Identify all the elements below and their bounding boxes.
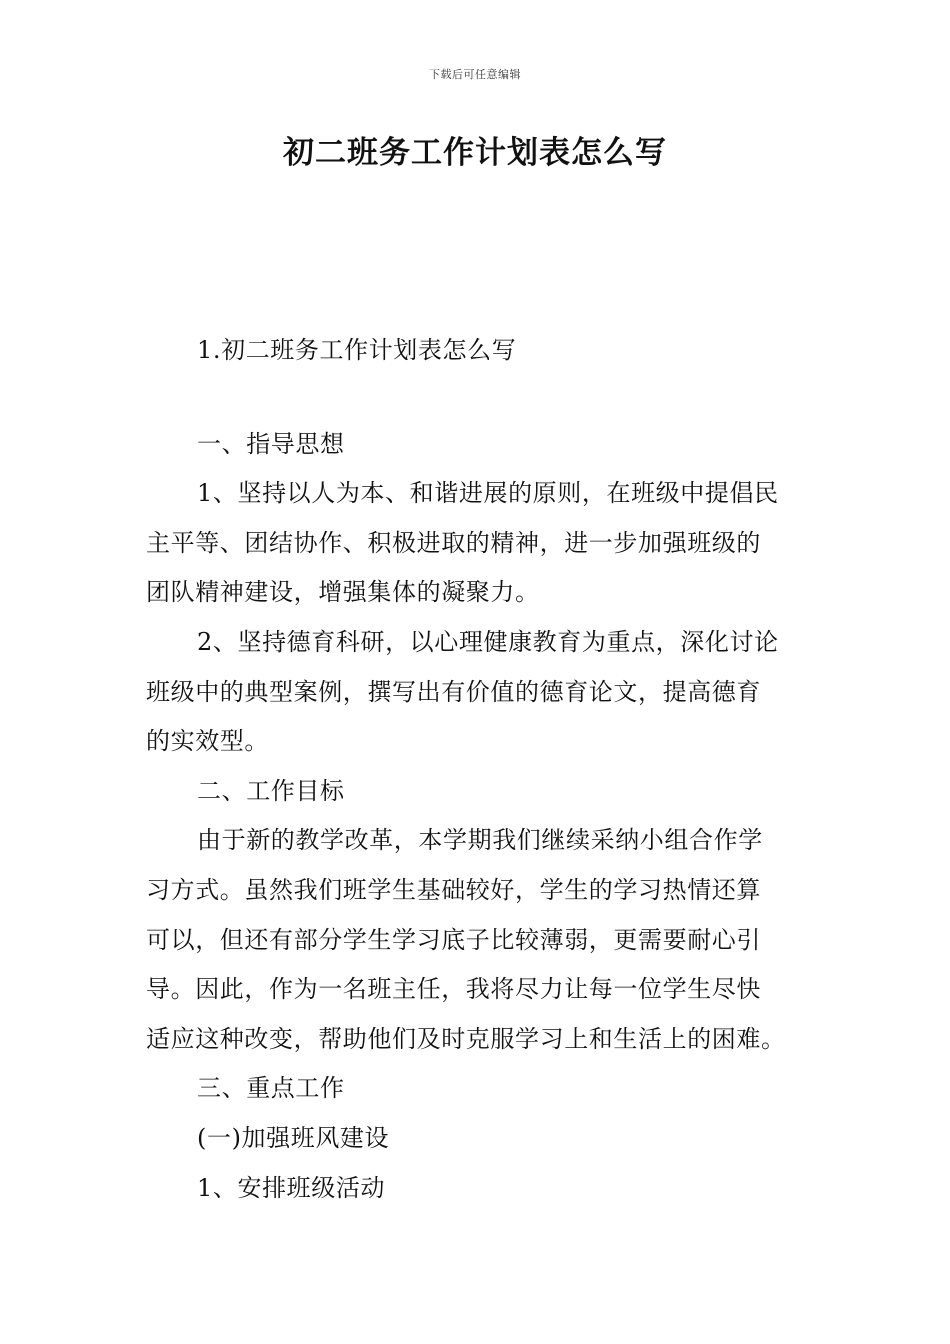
subheading-class-style: (一)加强班风建设 bbox=[197, 1123, 390, 1152]
heading-work-goals: 二、工作目标 bbox=[197, 776, 345, 805]
paragraph-2-line-1: 2、坚持德育科研，以心理健康教育为重点，深化讨论 bbox=[197, 627, 779, 656]
paragraph-2-line-2: 班级中的典型案例，撰写出有价值的德育论文，提高德育 bbox=[146, 677, 761, 706]
paragraph-3-line-5: 适应这种改变，帮助他们及时克服学习上和生活上的困难。 bbox=[146, 1024, 786, 1053]
section-heading-1: 1.初二班务工作计划表怎么写 bbox=[197, 336, 517, 364]
paragraph-3-line-1: 由于新的教学改革，本学期我们继续采纳小组合作学 bbox=[197, 826, 763, 855]
document-title: 初二班务工作计划表怎么写 bbox=[283, 135, 667, 171]
paragraph-3-line-4: 导。因此，作为一名班主任，我将尽力让每一位学生尽快 bbox=[146, 975, 761, 1004]
header-note: 下载后可任意编辑 bbox=[429, 68, 521, 81]
paragraph-1-line-2: 主平等、团结协作、积极进取的精神，进一步加强班级的 bbox=[146, 528, 761, 557]
heading-key-work: 三、重点工作 bbox=[197, 1074, 345, 1103]
paragraph-1-line-3: 团队精神建设，增强集体的凝聚力。 bbox=[146, 578, 540, 607]
item-class-activities: 1、安排班级活动 bbox=[197, 1173, 386, 1202]
heading-guiding-thought: 一、指导思想 bbox=[197, 429, 345, 458]
paragraph-2-line-3: 的实效型。 bbox=[146, 727, 269, 756]
paragraph-3-line-3: 可以，但还有部分学生学习底子比较薄弱，更需要耐心引 bbox=[146, 925, 761, 954]
paragraph-1-line-1: 1、坚持以人为本、和谐进展的原则，在班级中提倡民 bbox=[197, 479, 779, 508]
document-body bbox=[146, 326, 808, 1213]
paragraph-3-line-2: 习方式。虽然我们班学生基础较好，学生的学习热情还算 bbox=[146, 875, 761, 904]
spacer bbox=[146, 376, 808, 420]
